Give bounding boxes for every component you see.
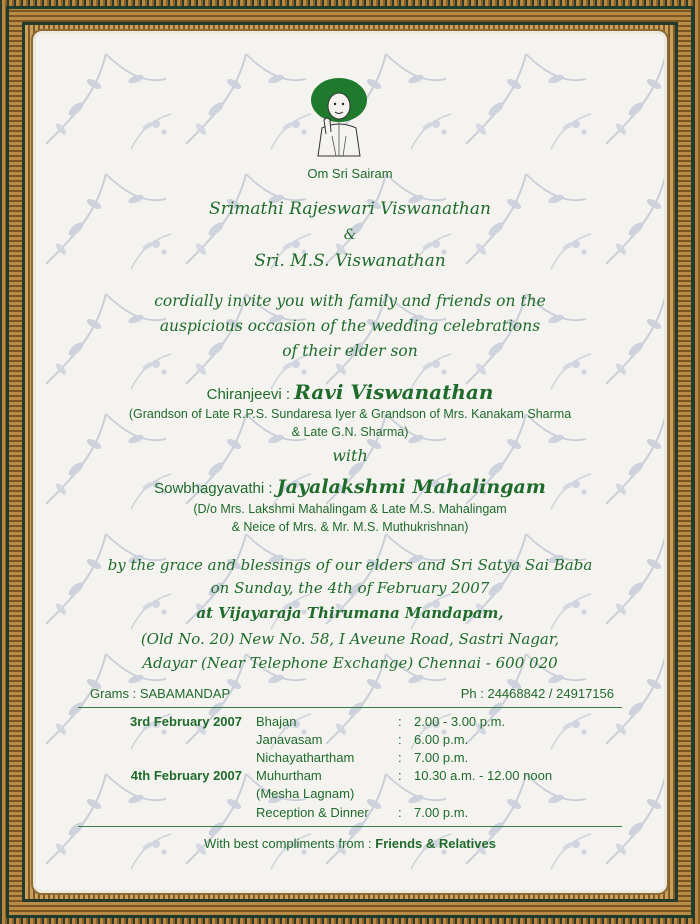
grace-line: by the grace and blessings of our elders and Sri Satya Sai Baba bbox=[107, 556, 593, 574]
footer-compliments bbox=[36, 836, 664, 851]
grams-text: Grams : SABAMANDAP bbox=[90, 686, 231, 701]
event-date-line: on Sunday, the 4th of February 2007 bbox=[210, 579, 490, 597]
footer-from: Friends & Relatives bbox=[375, 836, 496, 851]
schedule-date: 3rd February 2007 bbox=[129, 714, 242, 729]
schedule-colon: : bbox=[398, 732, 402, 747]
invitation-line-1: cordially invite you with family and friends on the bbox=[154, 292, 546, 310]
bride-name: Jayalakshmi Mahalingam bbox=[276, 476, 546, 498]
schedule-event: Bhajan bbox=[256, 714, 297, 729]
schedule-time: 7.00 p.m. bbox=[414, 805, 469, 820]
schedule-colon: : bbox=[398, 805, 402, 820]
bride-parentage-line-2: & Neice of Mrs. & Mr. M.S. Muthukrishnan) bbox=[231, 520, 469, 534]
schedule-time: 10.30 a.m. - 12.00 noon bbox=[414, 768, 553, 783]
schedule-date: 4th February 2007 bbox=[130, 768, 242, 783]
schedule-event: Janavasam bbox=[256, 732, 323, 747]
schedule-time: 7.00 p.m. bbox=[414, 750, 469, 765]
schedule-event: Nichayathartham bbox=[256, 750, 355, 765]
invitation-line-2: auspicious occasion of the wedding celebrations bbox=[159, 317, 541, 335]
with-text: with bbox=[332, 446, 368, 465]
groom-title: Chiranjeevi : bbox=[206, 386, 290, 403]
groom-line bbox=[36, 380, 664, 404]
address-line-1: (Old No. 20) New No. 58, I Aveune Road, Sastri Nagar, bbox=[140, 630, 560, 648]
schedule-bottom-divider bbox=[78, 826, 622, 827]
hosts-ampersand: & bbox=[343, 227, 357, 243]
venue-line: at Vijayaraja Thirumana Mandapam, bbox=[196, 604, 504, 622]
bride-title: Sowbhagyavathi : bbox=[154, 480, 273, 497]
host-mother-name: Srimathi Rajeswari Viswanathan bbox=[209, 199, 491, 219]
schedule-colon: : bbox=[398, 750, 402, 765]
schedule-time: 6.00 p.m. bbox=[414, 732, 469, 747]
footer-prefix: With best compliments from : bbox=[204, 836, 372, 851]
invitation-card bbox=[36, 34, 664, 890]
address-line-2: Adayar (Near Telephone Exchange) Chennai - 600 020 bbox=[142, 654, 558, 672]
schedule-event: (Mesha Lagnam) bbox=[256, 786, 355, 801]
schedule-colon: : bbox=[398, 714, 402, 729]
bride-line bbox=[36, 476, 664, 498]
schedule-event: Reception & Dinner bbox=[256, 805, 369, 820]
phone-text: Ph : 24468842 / 24917156 bbox=[460, 686, 614, 701]
schedule-time: 2.00 - 3.00 p.m. bbox=[414, 714, 506, 729]
sai-baba-emblem bbox=[308, 76, 370, 158]
invitation-line-3: of their elder son bbox=[282, 342, 418, 360]
schedule-event: Muhurtham bbox=[256, 768, 322, 783]
invocation-text: Om Sri Sairam bbox=[307, 166, 393, 181]
invitation-content bbox=[36, 34, 664, 890]
groom-parentage-line-1: (Grandson of Late R.P.S. Sundaresa Iyer & Grandson of Mrs. Kanakam Sharma bbox=[128, 407, 572, 421]
schedule-colon: : bbox=[398, 768, 402, 783]
schedule-top-divider bbox=[78, 707, 622, 708]
groom-parentage-line-2: & Late G.N. Sharma) bbox=[291, 425, 409, 439]
host-father-name: Sri. M.S. Viswanathan bbox=[254, 251, 446, 271]
groom-name: Ravi Viswanathan bbox=[294, 380, 494, 404]
bride-parentage-line-1: (D/o Mrs. Lakshmi Mahalingam & Late M.S. Mahalingam bbox=[193, 502, 507, 516]
